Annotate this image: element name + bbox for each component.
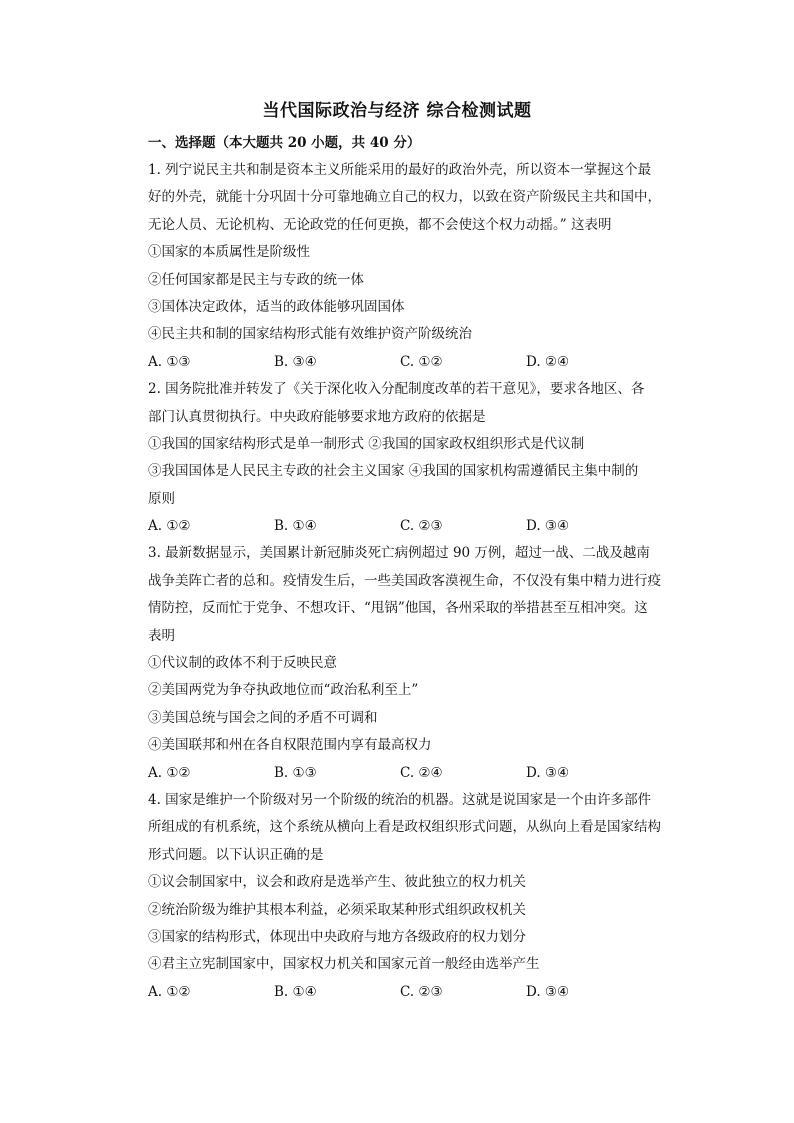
question-2-stem-line-2: 部门认真贯彻执行。中央政府能够要求地方政府的依据是 (148, 408, 486, 425)
question-3-statement-1: ①代议制的政体不利于反映民意 (148, 655, 337, 672)
question-3 (148, 540, 678, 787)
question-3-option-b[interactable]: B. ①③ (274, 764, 317, 781)
question-1-option-d[interactable]: D. ②④ (526, 353, 570, 370)
question-3-statement-3: ③美国总统与国会之间的矛盾不可调和 (148, 709, 378, 726)
question-2-option-a[interactable]: A. ①② (148, 518, 191, 535)
question-4-option-b[interactable]: B. ①④ (274, 983, 317, 1000)
question-1-option-a[interactable]: A. ①③ (148, 353, 191, 370)
question-4-option-d[interactable]: D. ③④ (526, 983, 570, 1000)
question-4-statement-2: ②统治阶级为维护其根本利益，必须采取某种形式组织政权机关 (148, 901, 526, 918)
question-3-option-d[interactable]: D. ③④ (526, 764, 570, 781)
question-2-statement-continuation: 原则 (148, 490, 175, 507)
section-heading: 一、选择题（本大题共 20 小题，共 40 分） (148, 135, 421, 151)
question-3-options (148, 760, 678, 787)
question-4-option-c[interactable]: C. ②③ (400, 983, 443, 1000)
question-4-statement-4: ④君主立宪制国家中，国家权力机关和国家元首一般经由选举产生 (148, 956, 540, 973)
question-2-stem-line-1: 2. 国务院批准并转发了《关于深化收入分配制度改革的若干意见》，要求各地区、各 (148, 381, 645, 398)
question-2-option-b[interactable]: B. ①④ (274, 518, 317, 535)
question-4-stem-line-2: 所组成的有机系统，这个系统从横向上看是政权组织形式问题，从纵向上看是国家结构 (148, 819, 661, 836)
question-3-statement-2: ②美国两党为争夺执政地位而“政治私利至上” (148, 682, 419, 699)
question-2-options (148, 513, 678, 540)
question-2-statement-1-2: ①我国的国家结构形式是单一制形式 ②我国的国家政权组织形式是代议制 (148, 435, 585, 452)
question-4-option-a[interactable]: A. ①② (148, 983, 191, 1000)
page-title: 当代国际政治与经济 综合检测试题 (262, 101, 532, 121)
question-1-statement-3: ③国体决定政体，适当的政体能够巩固国体 (148, 298, 405, 315)
question-1-option-c[interactable]: C. ①② (400, 353, 443, 370)
question-3-stem-line-4: 表明 (148, 627, 175, 644)
question-3-option-c[interactable]: C. ②④ (400, 764, 443, 781)
question-1 (148, 157, 678, 376)
question-2 (148, 376, 678, 540)
question-4-stem-line-3: 形式问题。以下认识正确的是 (148, 846, 324, 863)
question-4-statement-1: ①议会制国家中，议会和政府是选举产生、彼此独立的权力机关 (148, 874, 526, 891)
question-4-options (148, 979, 678, 1006)
question-1-stem-line-2: 好的外壳，就能十分巩固十分可靠地确立自己的权力，以致在资产阶级民主共和国中， (148, 189, 661, 206)
question-2-option-d[interactable]: D. ③④ (526, 518, 570, 535)
question-2-statement-3-4: ③我国国体是人民民主专政的社会主义国家 ④我国的国家机构需遵循民主集中制的 (148, 463, 639, 480)
question-3-stem-line-1: 3. 最新数据显示，美国累计新冠肺炎死亡病例超过 90 万例，超过一战、二战及越南 (148, 545, 650, 562)
exam-content (148, 130, 678, 1006)
question-1-stem-line-3: 无论人员、无论机构、无论政党的任何更换，都不会使这个权力动摇。” 这表明 (148, 216, 612, 233)
question-3-stem-line-2: 战争美阵亡者的总和。疫情发生后，一些美国政客漠视生命，不仅没有集中精力进行疫 (148, 572, 661, 589)
question-1-statement-4: ④民主共和制的国家结构形式能有效维护资产阶级统治 (148, 326, 472, 343)
question-4-stem-line-1: 4. 国家是维护一个阶级对另一个阶级的统治的机器。这就是说国家是一个由许多部件 (148, 791, 652, 808)
question-3-option-a[interactable]: A. ①② (148, 764, 191, 781)
question-1-statement-2: ②任何国家都是民主与专政的统一体 (148, 271, 364, 288)
question-2-option-c[interactable]: C. ②③ (400, 518, 443, 535)
question-4-statement-3: ③国家的结构形式，体现出中央政府与地方各级政府的权力划分 (148, 928, 526, 945)
question-4 (148, 787, 678, 1006)
question-1-stem-line-1: 1. 列宁说民主共和制是资本主义所能采用的最好的政治外壳，所以资本一掌握这个最 (148, 162, 652, 178)
question-1-option-b[interactable]: B. ③④ (274, 353, 317, 370)
question-1-statement-1: ①国家的本质属性是阶级性 (148, 244, 310, 261)
question-3-statement-4: ④美国联邦和州在各自权限范围内享有最高权力 (148, 737, 432, 754)
question-1-options (148, 349, 678, 376)
question-3-stem-line-3: 情防控，反而忙于党争、不想攻讦、“甩锅”他国，各州采取的举措甚至互相冲突。这 (148, 600, 648, 617)
